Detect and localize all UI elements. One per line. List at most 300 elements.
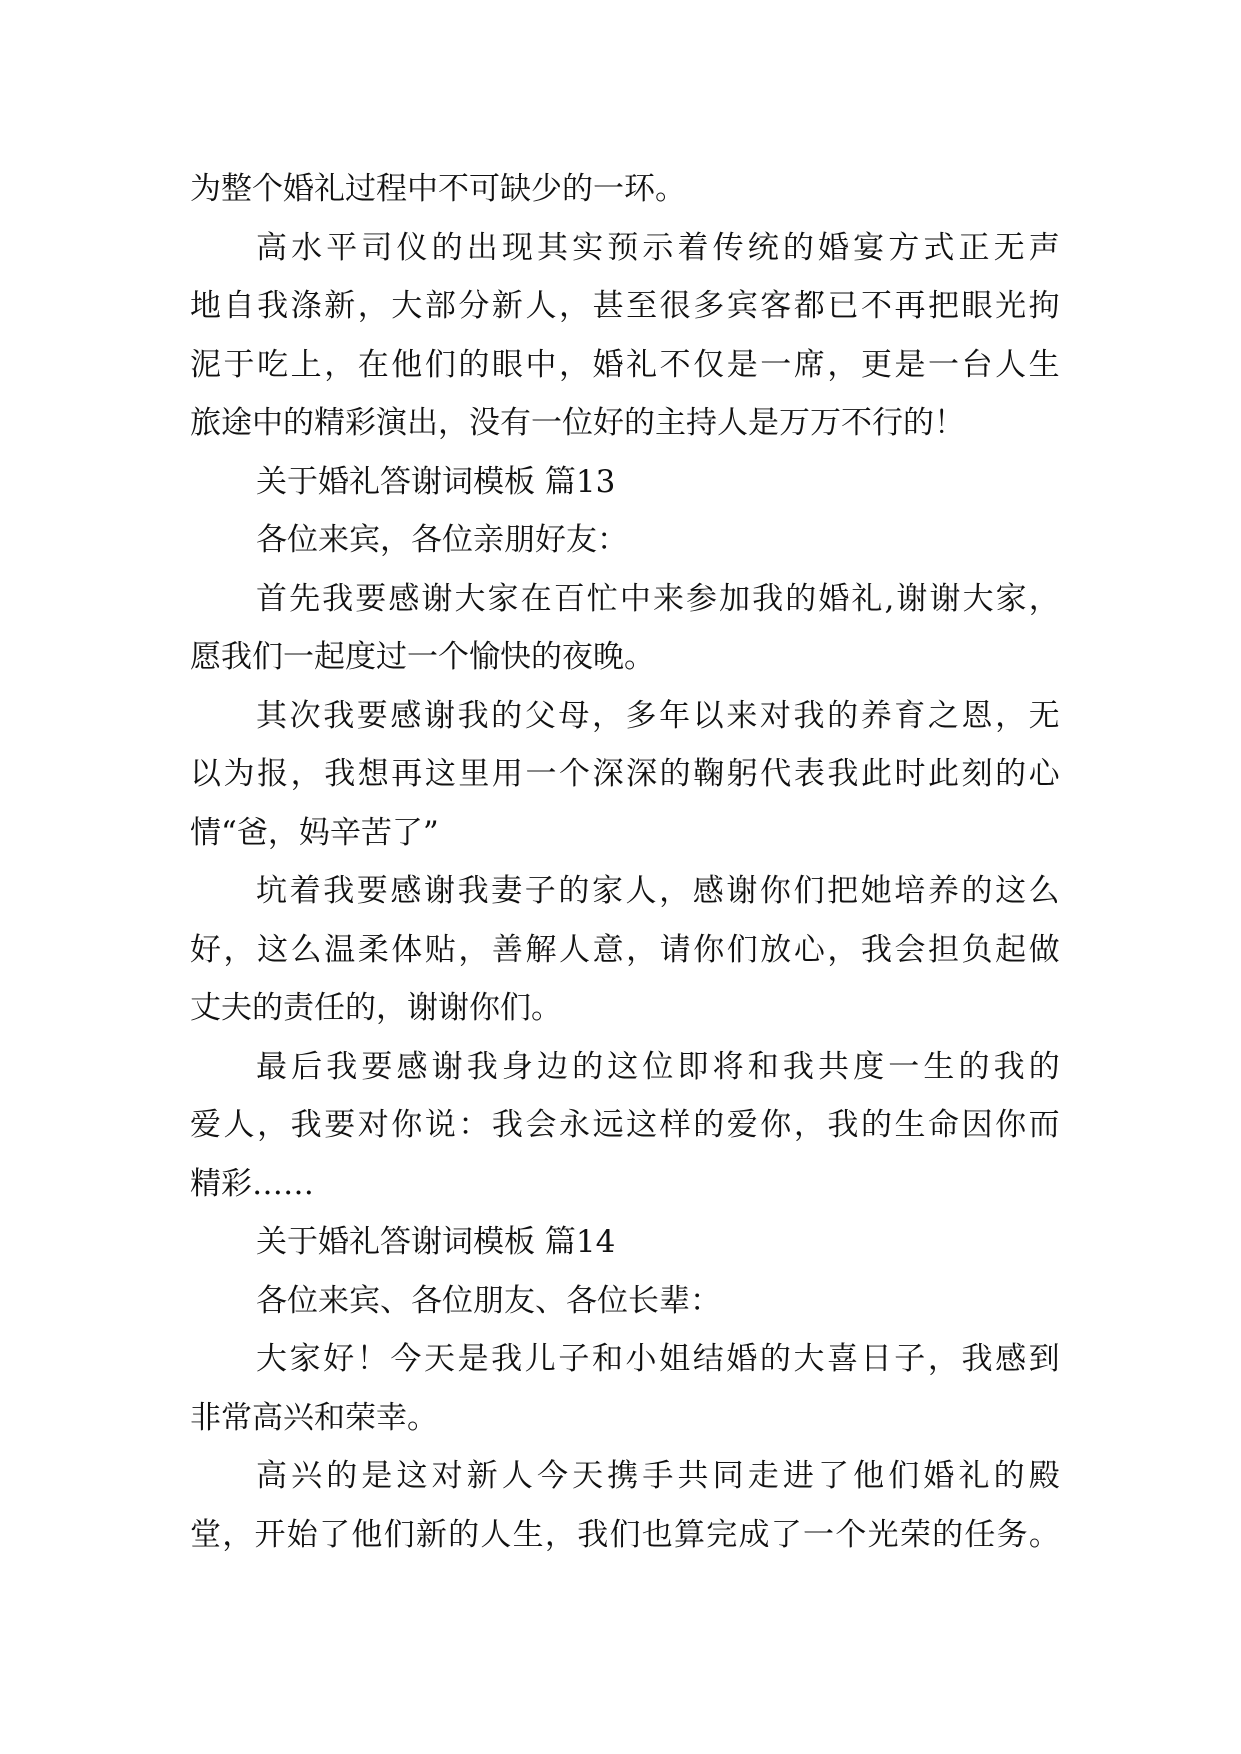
text-char: 要 (356, 697, 388, 734)
text-char: ： (458, 1107, 490, 1143)
text-char: 我 (491, 1341, 523, 1377)
text-char: 婚 (592, 346, 624, 383)
text-char: 儿 (524, 1341, 556, 1377)
text-char: 大 (454, 580, 486, 617)
text-char: 心 (1028, 756, 1060, 792)
text-line (190, 277, 1060, 336)
text-char: 我 (961, 1341, 993, 1377)
text-char: 着 (289, 873, 321, 909)
text-char: ， (324, 346, 356, 383)
text-char: 和 (591, 1341, 623, 1377)
text-char: 我 (860, 931, 892, 968)
text-char: 要 (324, 1107, 356, 1143)
text-line: 情“爸，妈辛苦了” (190, 814, 439, 851)
text-char: 坑 (256, 873, 287, 909)
text-char: 育 (894, 697, 926, 734)
text-char: 母 (558, 697, 590, 734)
text-char: 会 (525, 1107, 557, 1143)
text-char: 我 (322, 580, 354, 617)
text-char: 在 (357, 346, 389, 383)
text-char: 更 (860, 346, 892, 383)
text-char: ， (827, 346, 859, 383)
text-char: 荣 (899, 1516, 931, 1553)
text-char: 很 (659, 288, 691, 324)
text-char: 大 (391, 288, 423, 324)
text-char: ， (559, 346, 591, 383)
text-char: 报 (257, 756, 289, 792)
text-char: 爱 (190, 1107, 221, 1143)
text-char: 我 (752, 580, 784, 617)
text-char: 我 (326, 1048, 358, 1085)
text-char: 婚 (818, 229, 849, 266)
text-char: 任 (964, 1516, 996, 1553)
text-char: 多 (693, 288, 725, 324)
text-char: ， (591, 697, 623, 734)
text-char: 表 (793, 756, 825, 792)
text-char: 我 (324, 756, 356, 792)
text-char: 我 (323, 697, 355, 734)
text-char: 会 (894, 931, 926, 968)
text-char: 感 (390, 697, 422, 734)
text-char: 身 (501, 1048, 533, 1085)
text-char: 一 (803, 1516, 835, 1553)
text-char: 参 (686, 580, 718, 617)
text-line: 丈夫的责任的，谢谢你们。 (190, 990, 562, 1026)
text-char: ， (659, 873, 691, 909)
text-char: 眼 (961, 288, 993, 324)
text-char: 婚 (923, 1458, 955, 1494)
text-char: ， (257, 1107, 289, 1143)
text-char: 再 (894, 288, 926, 324)
text-char: 永 (559, 1107, 591, 1143)
text-char: 甚 (592, 288, 624, 324)
text-char: ， (290, 756, 322, 792)
text-char: 实 (572, 229, 604, 266)
text-char: 的 (326, 1458, 358, 1494)
text-char: 大 (793, 1341, 825, 1377)
text-char: 吃 (257, 346, 289, 383)
text-char: 们 (888, 1458, 920, 1494)
text-char: 生 (512, 1516, 544, 1553)
text-char: 声 (1028, 229, 1060, 266)
text-char: 感 (692, 873, 724, 909)
text-char: ， (793, 1107, 825, 1143)
text-char: 共 (818, 1048, 849, 1085)
text-char: 意 (592, 931, 624, 968)
text-char: 先 (289, 580, 321, 617)
text-char: 水 (291, 229, 323, 266)
text-char: 对 (759, 697, 791, 734)
text-char: 婚 (726, 1341, 758, 1377)
text-char: 贴 (424, 931, 456, 968)
text-char: 的 (932, 1516, 964, 1553)
text-char: 是 (361, 1458, 393, 1494)
text-char: 请 (659, 931, 691, 968)
text-char: 要 (355, 580, 387, 617)
text-char: 方 (888, 229, 920, 266)
text-char: 度 (853, 1048, 885, 1085)
text-char: 携 (607, 1458, 639, 1494)
text-char: 他 (853, 1458, 885, 1494)
text-char: ， (995, 697, 1027, 734)
text-char: 次 (289, 697, 321, 734)
text-char: 人 (559, 931, 591, 968)
text-char: 担 (928, 931, 960, 968)
text-char: 人 (501, 1458, 533, 1494)
text-char: 的 (827, 697, 859, 734)
text-char: 之 (927, 697, 959, 734)
text-char: 家 (591, 873, 623, 909)
text-char: 礼 (851, 580, 883, 617)
text-char: 感 (995, 1341, 1027, 1377)
text-char: 谢 (726, 873, 758, 909)
text-char: 忙 (586, 580, 618, 617)
text-char: 要 (356, 873, 388, 909)
text-char: 共 (677, 1458, 709, 1494)
text-char: 不 (659, 346, 691, 383)
text-char: 边 (537, 1048, 568, 1085)
text-char: 养 (860, 697, 892, 734)
text-char: 的 (958, 1048, 990, 1085)
text-char: 我 (993, 1048, 1025, 1085)
text-line (190, 745, 1060, 804)
text-line (190, 1506, 1060, 1565)
text-char: 好 (190, 931, 221, 968)
text-char: 我 (793, 697, 825, 734)
text-char: 了 (770, 1516, 802, 1553)
text-char: 放 (760, 931, 792, 968)
text-char: 大 (962, 580, 994, 617)
text-char: 部 (424, 288, 456, 324)
text-char: 小 (625, 1341, 657, 1377)
text-char: 我 (457, 697, 489, 734)
text-char: 光 (995, 288, 1027, 324)
text-line (190, 570, 1060, 629)
text-char: 成 (738, 1516, 770, 1553)
text-char: 刻 (961, 756, 993, 792)
text-char: 和 (747, 1048, 779, 1085)
text-char: 家 (995, 580, 1027, 617)
text-char: 以 (190, 756, 221, 792)
text-char: 新 (324, 288, 356, 324)
text-char: 么 (1028, 873, 1060, 909)
text-char: 代 (760, 756, 792, 792)
text-char: 这 (607, 1048, 639, 1085)
text-char: 结 (692, 1341, 724, 1377)
text-char: 躬 (726, 756, 758, 792)
text-char: 时 (894, 756, 926, 792)
text-char: 中 (619, 580, 651, 617)
text-char: 的 (993, 1458, 1025, 1494)
text-char: 我 (257, 288, 289, 324)
text-char: 把 (827, 873, 859, 909)
text-char: 谢 (423, 697, 455, 734)
text-char: 说 (424, 1107, 456, 1143)
text-char: 正 (958, 229, 990, 266)
text-line (190, 687, 1060, 746)
text-line: 关于婚礼答谢词模板 篇14 (256, 1224, 616, 1260)
text-char: 人 (995, 346, 1027, 383)
text-char: 宾 (726, 288, 758, 324)
text-char: 光 (867, 1516, 899, 1553)
text-char: 是 (894, 346, 926, 383)
text-char: 子 (558, 1341, 590, 1377)
text-char: 人 (480, 1516, 512, 1553)
text-char: 多 (625, 697, 657, 734)
text-char: 善 (491, 931, 523, 968)
text-char: 谢 (431, 1048, 463, 1085)
text-char: 最 (256, 1048, 287, 1085)
text-char: 们 (726, 931, 758, 968)
text-char: 爱 (726, 1107, 758, 1143)
text-char: 的 (782, 229, 814, 266)
text-char: 对 (357, 1107, 389, 1143)
text-char: 深 (592, 756, 624, 792)
text-char: 预 (607, 229, 639, 266)
text-char: 开 (254, 1516, 286, 1553)
text-char: 上 (290, 346, 322, 383)
text-char: 婚 (818, 580, 850, 617)
text-char: 无 (1028, 697, 1060, 734)
text-char: 此 (928, 756, 960, 792)
text-char: 子 (894, 1341, 926, 1377)
text-char: 位 (642, 1048, 674, 1085)
text-char: 对 (431, 1458, 463, 1494)
text-char: 年 (659, 697, 691, 734)
text-char: 走 (747, 1458, 779, 1494)
text-char: ， (223, 931, 255, 968)
text-line (190, 862, 1060, 921)
text-char: 至 (626, 288, 658, 324)
text-char: 你 (391, 1107, 423, 1143)
text-char: 了 (818, 1458, 849, 1494)
text-char: ， (458, 931, 490, 968)
text-char: 务 (996, 1516, 1028, 1553)
text-line: 各位来宾、各位朋友、各位长辈： (256, 1282, 721, 1319)
text-char: 的 (785, 580, 817, 617)
text-char: 姐 (659, 1341, 691, 1377)
text-char: 示 (642, 229, 674, 266)
text-char: 恩 (961, 697, 993, 734)
text-char: 礼 (626, 346, 658, 383)
text-char: 做 (1028, 931, 1060, 968)
text-char: 再 (391, 756, 423, 792)
text-char: 的 (448, 1516, 480, 1553)
text-char: 殿 (1028, 1458, 1060, 1494)
text-char: 高 (256, 229, 287, 266)
text-line: 精彩…… (190, 1165, 314, 1202)
text-char: ！ (356, 1341, 388, 1377)
text-char: , (884, 580, 895, 617)
text-char: 家 (487, 580, 519, 617)
text-char: 涤 (290, 288, 322, 324)
text-line: 各位来宾，各位亲朋好友： (256, 522, 628, 558)
text-char: 子 (524, 873, 556, 909)
text-char: 的 (431, 229, 463, 266)
text-char: 的 (659, 756, 691, 792)
text-char: 日 (860, 1341, 892, 1377)
text-char: 们 (383, 1516, 415, 1553)
text-char: 即 (677, 1048, 709, 1085)
text-char: 宴 (853, 229, 885, 266)
text-char: 了 (319, 1516, 351, 1553)
text-char: 培 (894, 873, 926, 909)
text-char: 把 (928, 288, 960, 324)
text-char: 感 (388, 580, 420, 617)
text-line (190, 921, 1060, 980)
text-char: 新 (466, 1458, 498, 1494)
text-char: 他 (351, 1516, 383, 1553)
text-char: 负 (961, 931, 993, 968)
text-char: 人 (223, 1107, 255, 1143)
text-char: ， (1028, 580, 1060, 617)
text-char: 谢 (896, 580, 928, 617)
text-char: 们 (793, 873, 825, 909)
text-char: 也 (641, 1516, 673, 1553)
text-char: 此 (860, 756, 892, 792)
text-char: 我 (290, 1107, 322, 1143)
text-char: 传 (712, 229, 744, 266)
text-char: 解 (525, 931, 557, 968)
text-char: 始 (286, 1516, 318, 1553)
text-char: 体 (391, 931, 423, 968)
text-char: 我 (457, 873, 489, 909)
text-char: 个 (835, 1516, 867, 1553)
text-char: 大 (256, 1341, 287, 1377)
text-char: 我 (827, 1107, 859, 1143)
text-char: 柔 (357, 931, 389, 968)
text-char: 深 (626, 756, 658, 792)
text-char: 以 (692, 697, 724, 734)
text-char: 天 (423, 1341, 455, 1377)
text-char: ， (222, 1516, 254, 1553)
text-char: 眼 (491, 346, 523, 383)
text-char: 家 (289, 1341, 321, 1377)
text-char: 堂 (190, 1516, 221, 1553)
text-char: 都 (793, 288, 825, 324)
text-char: 百 (553, 580, 585, 617)
text-line: 为整个婚礼过程中不可缺少的一环。 (190, 171, 686, 207)
text-char: 一 (760, 346, 792, 383)
text-char: 算 (673, 1516, 705, 1553)
text-char: 平 (326, 229, 358, 266)
text-char: 父 (524, 697, 556, 734)
text-char: 养 (927, 873, 959, 909)
text-char: 人 (625, 873, 657, 909)
text-char: 而 (1028, 1107, 1060, 1143)
text-line (190, 219, 1060, 278)
text-char: 席 (793, 346, 825, 383)
text-line (190, 1330, 1060, 1389)
text-char: 我 (491, 1107, 523, 1143)
text-char: 这 (257, 931, 289, 968)
text-char: 进 (782, 1458, 814, 1494)
text-char: 是 (726, 346, 758, 383)
text-char: 现 (501, 229, 533, 266)
text-char: 里 (458, 756, 490, 792)
text-char: 出 (466, 229, 498, 266)
text-char: 到 (1028, 1341, 1060, 1377)
text-char: 拘 (1028, 288, 1060, 324)
text-char: 来 (726, 697, 758, 734)
text-char: 后 (291, 1048, 323, 1085)
text-char: 在 (520, 580, 552, 617)
text-char: 喜 (827, 1341, 859, 1377)
text-char: 我 (782, 1048, 814, 1085)
text-char: 远 (592, 1107, 624, 1143)
text-char: 生 (1028, 346, 1060, 383)
text-char: 为 (223, 756, 255, 792)
text-char: 命 (928, 1107, 960, 1143)
text-char: 的 (860, 1107, 892, 1143)
text-char: 司 (361, 229, 393, 266)
text-char: 他 (391, 346, 423, 383)
text-char: 你 (760, 1107, 792, 1143)
text-char: 统 (747, 229, 779, 266)
text-char: 的 (491, 697, 523, 734)
text-char: 好 (323, 1341, 355, 1377)
text-char: 客 (760, 288, 792, 324)
text-char: 是 (457, 1341, 489, 1377)
text-char: 生 (894, 1107, 926, 1143)
text-char: 用 (491, 756, 523, 792)
text-char: 自 (223, 288, 255, 324)
text-char: 中 (525, 346, 557, 383)
text-char: 首 (256, 580, 287, 617)
text-char: 。 (1028, 1516, 1060, 1553)
text-char: 样 (659, 1107, 691, 1143)
text-char: 一 (525, 756, 557, 792)
text-line (190, 1038, 1060, 1097)
text-char: 来 (652, 580, 684, 617)
text-char: 生 (923, 1048, 955, 1085)
text-char: 其 (537, 229, 568, 266)
text-char: 今 (390, 1341, 422, 1377)
text-char: 台 (961, 346, 993, 383)
text-line: 愿我们一起度过一个愉快的夜晚。 (190, 639, 655, 675)
text-char: 她 (860, 873, 892, 909)
text-char: 着 (677, 229, 709, 266)
text-char: 的 (558, 873, 590, 909)
text-char: 因 (961, 1107, 993, 1143)
text-char: 分 (458, 288, 490, 324)
text-line: 旅途中的精彩演出，没有一位好的主持人是万万不行的！ (190, 405, 965, 441)
text-char: 仅 (693, 346, 725, 383)
text-char: 妻 (491, 873, 523, 909)
text-char: 今 (537, 1458, 568, 1494)
text-char: 其 (256, 697, 287, 734)
text-char: 仪 (396, 229, 428, 266)
text-char: 么 (290, 931, 322, 968)
text-char: 同 (712, 1458, 744, 1494)
text-char: 个 (559, 756, 591, 792)
text-char: 温 (324, 931, 356, 968)
text-char: 起 (995, 931, 1027, 968)
text-char: ， (626, 931, 658, 968)
text-char: 手 (642, 1458, 674, 1494)
text-char: 高 (256, 1458, 287, 1494)
text-char: 的 (995, 756, 1027, 792)
text-char: 我 (466, 1048, 498, 1085)
document-body (190, 160, 1060, 1564)
text-char: 泥 (190, 346, 221, 383)
text-char: 式 (923, 229, 955, 266)
text-char: 谢 (421, 580, 453, 617)
text-char: 将 (712, 1048, 744, 1085)
text-char: 的 (572, 1048, 604, 1085)
text-line: 非常高兴和荣幸。 (190, 1399, 438, 1436)
text-char: 谢 (423, 873, 455, 909)
